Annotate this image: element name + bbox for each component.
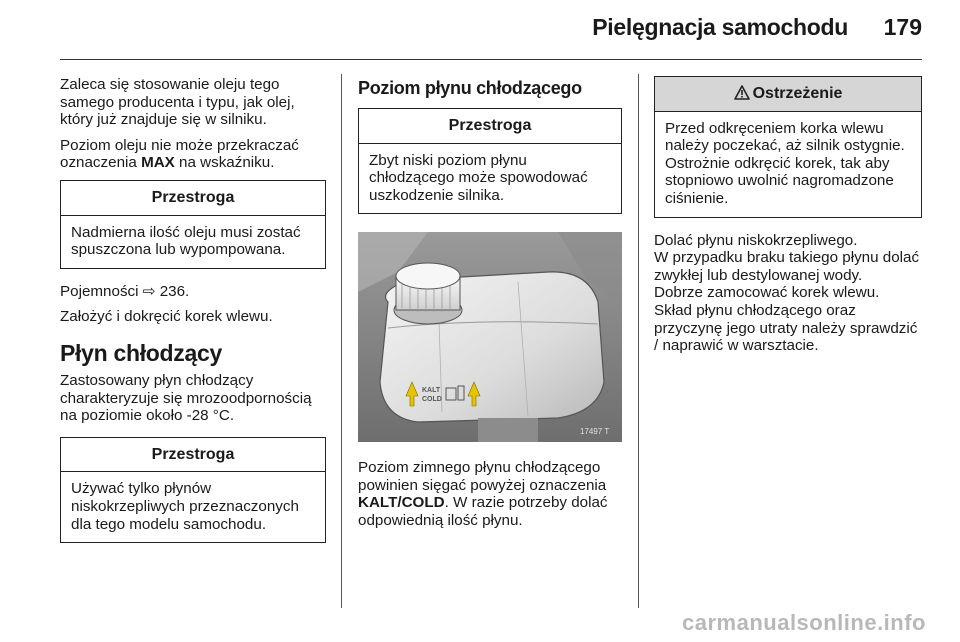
warning-text: Przed odkręceniem korka wlewu należy poczekać, aż silnik ostygnie. Ostrożnie odkręcić korek, tak aby stopniowo uwolnić nagromadzone ciśnienie. xyxy=(665,119,905,207)
caution-text: Używać tylko płynów niskokrzepliwych przeznaczonych dla tego modelu samochodu. xyxy=(71,480,299,533)
paragraph-capacity: Pojemności ⇨ 236. xyxy=(60,282,190,300)
paragraph-cap: Założyć i dokręcić korek wlewu. xyxy=(60,308,273,326)
page-ref-link[interactable]: 236. xyxy=(159,282,190,300)
column-divider-1 xyxy=(341,74,342,608)
svg-text:COLD: COLD xyxy=(422,396,442,404)
instruction-line: Dobrze zamocować korek wlewu. xyxy=(654,284,880,302)
warning-box xyxy=(654,76,922,218)
max-mark: MAX xyxy=(141,154,175,172)
page-number: 179 xyxy=(883,14,922,40)
caution-title: Przestroga xyxy=(61,181,325,216)
paragraph-oil-level: Poziom oleju nie może przekraczać oznaczenia MAX na wskaźniku. xyxy=(60,136,299,172)
caution-box-oil xyxy=(60,180,326,269)
coolant-tank-illustration xyxy=(358,232,622,442)
caution-title: Przestroga xyxy=(61,438,325,473)
header-divider xyxy=(60,59,922,60)
kalt-cold-label: KALT/COLD xyxy=(358,494,445,512)
page-ref-icon: ⇨ xyxy=(142,282,156,300)
page-header-title: Pielęgnacja samochodu xyxy=(592,14,848,40)
instruction-line: Dolać płynu niskokrzepliwego. xyxy=(654,231,858,249)
section-title-coolant: Płyn chłodzący xyxy=(60,339,222,366)
caution-text: Nadmierna ilość oleju musi zostać spuszczona lub wypompowana. xyxy=(71,223,301,259)
instruction-line: Skład płynu chłodzącego oraz przyczynę jego utraty należy sprawdzić / naprawić w warsztacie. xyxy=(654,301,918,355)
figure-id: 17497 T xyxy=(580,427,610,437)
section-title-coolant-level: Poziom płynu chłodzącego xyxy=(358,78,582,98)
column-divider-2 xyxy=(638,74,639,608)
column-right xyxy=(654,76,922,355)
caution-title: Przestroga xyxy=(359,109,621,144)
paragraph-oil-brand: Zaleca się stosowanie oleju tego samego producenta i typu, jak olej, który już znajduje się w silniku. xyxy=(60,76,295,129)
warning-triangle-icon xyxy=(734,85,750,100)
instruction-line: W przypadku braku takiego płynu dolać zwykłej lub destylowanej wody. xyxy=(654,249,920,284)
paragraph-coolant-level: Poziom zimnego płynu chłodzącego powinien sięgać powyżej oznaczenia KALT/COLD. W razie potrzeby dolać odpowiednią ilość płynu. xyxy=(358,458,608,529)
column-left xyxy=(60,76,326,557)
warning-title: Ostrzeżenie xyxy=(655,77,921,112)
refill-instructions xyxy=(654,232,922,355)
paragraph-coolant-frost: Zastosowany płyn chłodzący charakteryzuje się mrozoodpornością na poziomie około -28 °C. xyxy=(60,371,312,425)
caution-text: Zbyt niski poziom płynu chłodzącego może spowodować uszkodzenie silnika. xyxy=(369,151,588,204)
site-watermark: carmanualsonline.info xyxy=(682,610,926,635)
caution-box-low-coolant xyxy=(358,108,622,214)
svg-text:KALT: KALT xyxy=(422,387,441,395)
caution-box-coolant-type xyxy=(60,437,326,543)
column-middle xyxy=(358,78,622,537)
